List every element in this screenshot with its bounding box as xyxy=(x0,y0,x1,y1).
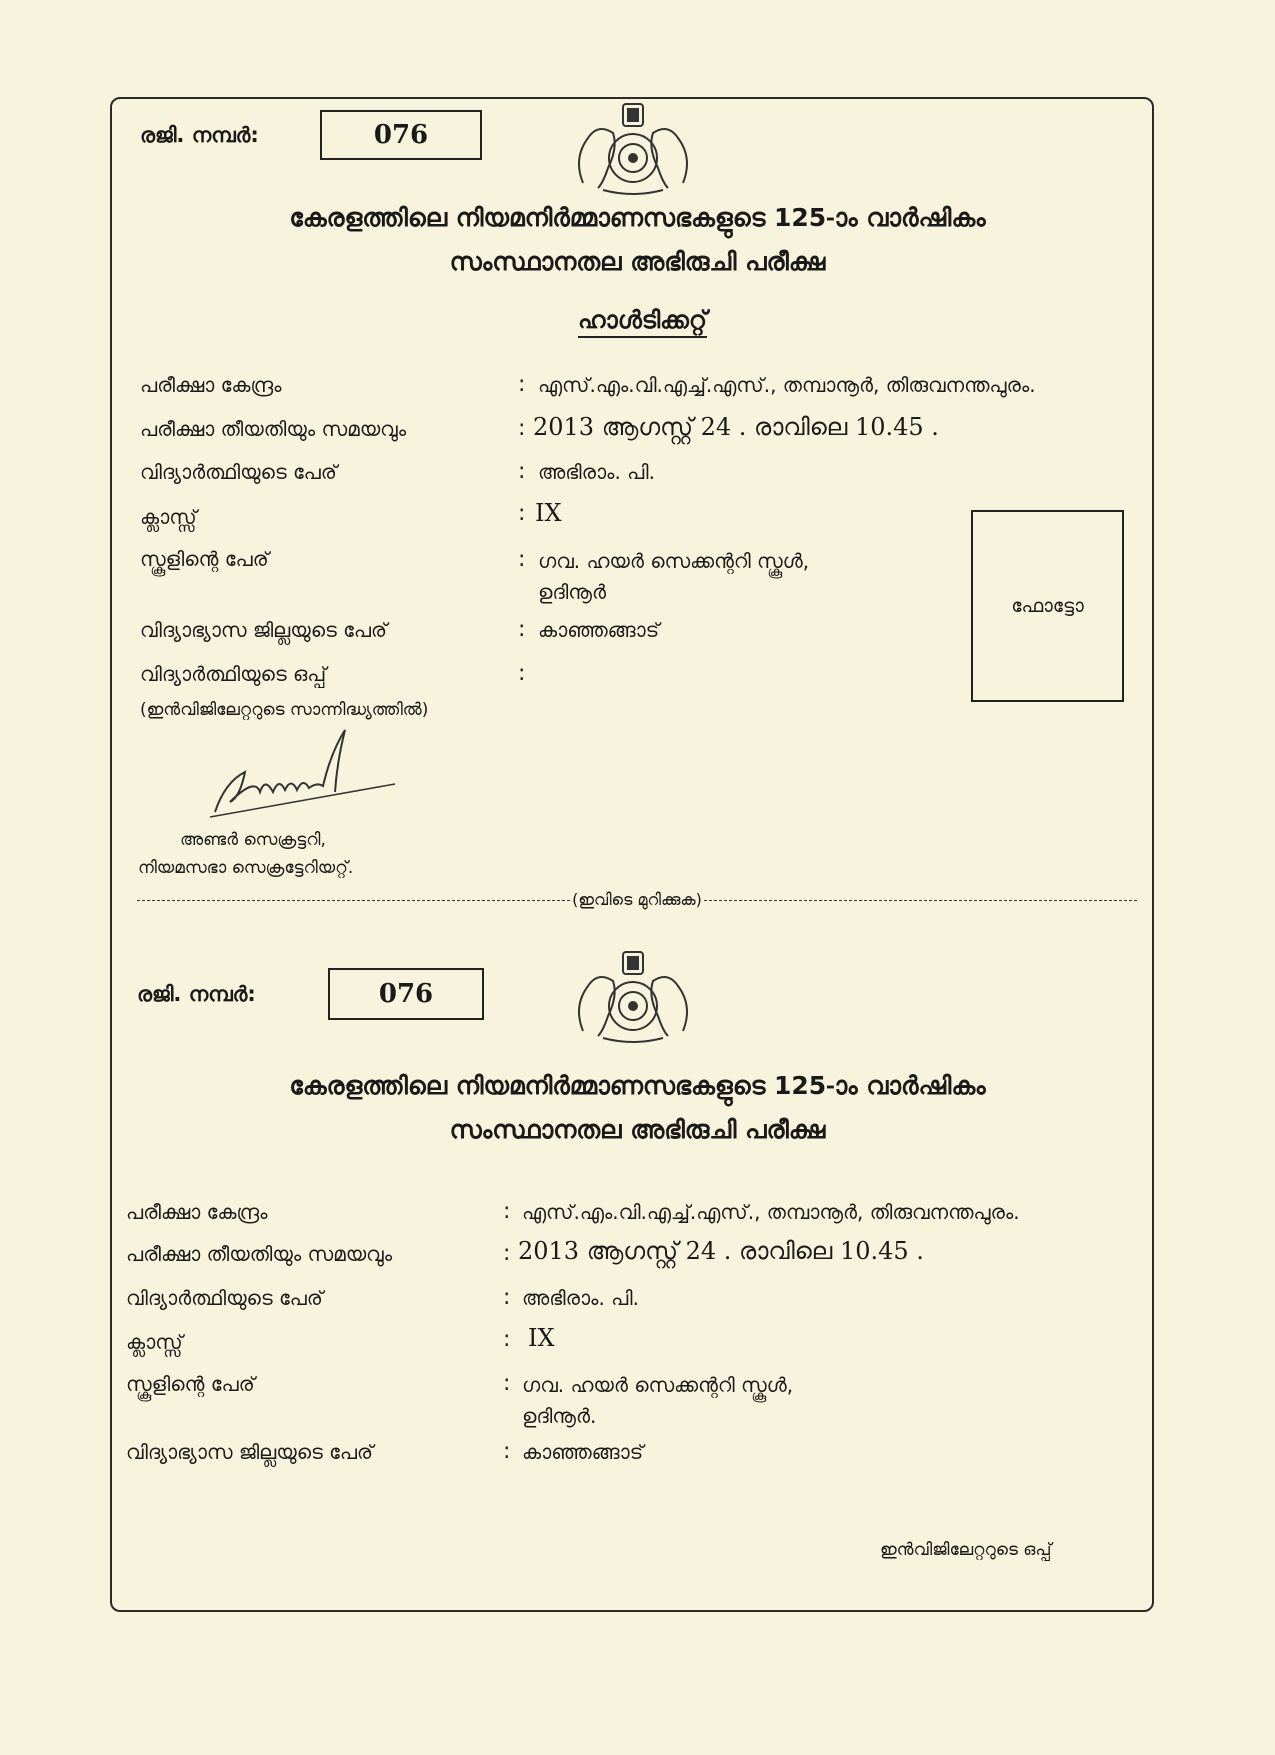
reg-number-label: രജി. നമ്പർ: xyxy=(137,982,256,1006)
reg-number-box: 076 xyxy=(320,110,482,160)
field-value-exam-centre: എസ്.എം.വി.എച്ച്.എസ്., തമ്പാനൂർ, തിരുവനന്തപുരം. xyxy=(522,1200,1020,1224)
field-colon: : xyxy=(518,547,526,572)
field-colon: : xyxy=(503,1327,511,1352)
field-colon: : xyxy=(518,416,526,441)
field-value-student-name: അഭിരാം. പി. xyxy=(538,460,655,484)
hall-ticket-heading-text: ഹാൾടിക്കറ്റ് xyxy=(578,306,707,338)
hall-ticket-heading xyxy=(510,300,775,346)
field-colon: : xyxy=(503,1241,511,1266)
field-value-exam-date-time: 2013 ആഗസ്റ്റ് 24 . രാവിലെ 10.45 . xyxy=(518,1237,924,1265)
reg-number-box: 076 xyxy=(328,968,484,1020)
field-label-student-name: വിദ്യാർത്ഥിയുടെ പേര് xyxy=(126,1286,323,1310)
field-colon: : xyxy=(518,372,526,397)
field-colon: : xyxy=(503,1199,511,1224)
kerala-emblem-icon xyxy=(563,98,703,198)
field-label-education-district: വിദ്യാഭ്യാസ ജില്ലയുടെ പേര് xyxy=(140,618,388,642)
field-label-student-signature: വിദ്യാർത്ഥിയുടെ ഒപ്പ് xyxy=(140,662,327,686)
field-colon: : xyxy=(518,501,526,526)
invigilator-signature-label: ഇൻവിജിലേറ്ററുടെ ഒപ്പ് xyxy=(880,1540,1052,1560)
field-value-school-place: ഉദിനൂർ. xyxy=(522,1404,597,1428)
cut-line xyxy=(137,888,1137,912)
field-value-exam-centre: എസ്.എം.വി.എച്ച്.എസ്., തമ്പാനൂർ, തിരുവനന്തപുരം. xyxy=(538,373,1036,397)
field-value-school-place: ഉദിനൂർ xyxy=(538,580,606,604)
signatory-department: നിയമസഭാ സെക്രട്ടേറിയറ്റ്. xyxy=(138,858,354,878)
field-colon: : xyxy=(518,661,526,686)
field-value-exam-date-time: 2013 ആഗസ്റ്റ് 24 . രാവിലെ 10.45 . xyxy=(533,413,939,441)
field-colon: : xyxy=(503,1285,511,1310)
exam-title-line1: കേരളത്തിലെ നിയമനിർമ്മാണസഭകളുടെ 125-ാം വാർഷികം xyxy=(289,203,986,232)
field-value-education-district: കാഞ്ഞങ്ങാട് xyxy=(538,618,660,642)
field-colon: : xyxy=(518,459,526,484)
field-value-class: IX xyxy=(528,1324,555,1352)
field-label-class: ക്ലാസ്സ് xyxy=(140,505,197,529)
signatory-designation: അണ്ടർ സെക്രട്ടറി, xyxy=(180,830,326,850)
signature-note: (ഇൻവിജിലേറ്ററുടെ സാന്നിദ്ധ്യത്തിൽ) xyxy=(140,700,429,720)
cut-line-right-dashes xyxy=(704,900,1137,901)
field-label-exam-date-time: പരീക്ഷാ തീയതിയും സമയവും xyxy=(126,1242,393,1266)
field-label-exam-centre: പരീക്ഷാ കേന്ദ്രം xyxy=(126,1200,268,1224)
field-value-school-name: ഗവ. ഹയർ സെക്കന്ററി സ്കൂൾ, xyxy=(538,549,810,573)
field-label-school-name: സ്കൂളിന്റെ പേര് xyxy=(126,1372,255,1396)
photo-box xyxy=(971,510,1124,702)
officer-signature-icon xyxy=(205,722,405,822)
field-value-student-name: അഭിരാം. പി. xyxy=(522,1286,639,1310)
kerala-emblem-icon xyxy=(563,946,703,1046)
field-label-class: ക്ലാസ്സ് xyxy=(126,1330,183,1354)
cut-line-label: (ഇവിടെ മുറിക്കുക) xyxy=(572,890,702,909)
exam-title-line2: സംസ്ഥാനതല അഭിരുചി പരീക്ഷ xyxy=(449,247,826,276)
field-colon: : xyxy=(503,1371,511,1396)
field-value-school-name: ഗവ. ഹയർ സെക്കന്ററി സ്കൂൾ, xyxy=(522,1373,794,1397)
exam-title-line1: കേരളത്തിലെ നിയമനിർമ്മാണസഭകളുടെ 125-ാം വാർഷികം xyxy=(289,1071,986,1100)
photo-label: ഫോട്ടോ xyxy=(1011,595,1084,617)
field-label-student-name: വിദ്യാർത്ഥിയുടെ പേര് xyxy=(140,460,337,484)
field-label-education-district: വിദ്യാഭ്യാസ ജില്ലയുടെ പേര് xyxy=(126,1440,374,1464)
reg-number-label: രജി. നമ്പർ: xyxy=(140,123,259,147)
exam-title-line2: സംസ്ഥാനതല അഭിരുചി പരീക്ഷ xyxy=(449,1115,826,1144)
field-label-exam-centre: പരീക്ഷാ കേന്ദ്രം xyxy=(140,373,282,397)
field-colon: : xyxy=(503,1439,511,1464)
field-colon: : xyxy=(518,617,526,642)
field-label-exam-date-time: പരീക്ഷാ തീയതിയും സമയവും xyxy=(140,417,407,441)
cut-line-left-dashes xyxy=(137,900,570,901)
field-value-education-district: കാഞ്ഞങ്ങാട് xyxy=(522,1440,644,1464)
field-label-school-name: സ്കൂളിന്റെ പേര് xyxy=(140,547,269,571)
field-value-class: IX xyxy=(535,499,562,527)
